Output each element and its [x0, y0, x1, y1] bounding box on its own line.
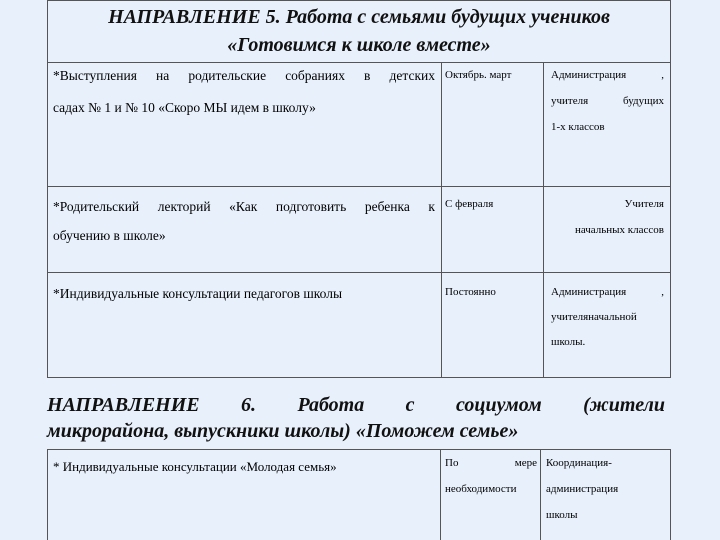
section5-row3-activity-line1: *Индивидуальные консультации педагогов школы — [53, 286, 343, 301]
section5-row2-activity-line2: обучению в школе» — [53, 228, 166, 243]
section5-row1-responsible-line1: Администрация , — [551, 69, 664, 81]
section5-heading-line1: НАПРАВЛЕНИЕ 5. Работа с семьями будущих учеников — [108, 6, 610, 28]
section5-row2-responsible-line1: Учителя — [624, 198, 664, 210]
section5-row1-activity-line2: садах № 1 и № 10 «Скоро МЫ идем в школу» — [53, 100, 316, 115]
section5-row-divider-1 — [47, 186, 671, 187]
section5-row1-responsible-line2: учителя будущих — [551, 95, 664, 107]
section5-column-divider-2 — [543, 62, 544, 378]
section6-row1-date-line1: По мере — [445, 457, 537, 469]
section6-row1-responsible-line2: администрация — [546, 483, 619, 495]
section6-row1-responsible-line1: Координация- — [546, 457, 612, 469]
section5-row-divider-2 — [47, 272, 671, 273]
section6-row1-activity: * Индивидуальные консультации «Молодая семья» — [53, 459, 337, 474]
section5-column-divider-1 — [441, 62, 442, 378]
section5-row3-date: Постоянно — [445, 286, 496, 298]
section6-column-divider-1 — [440, 449, 441, 540]
section6-heading — [47, 392, 665, 444]
section5-heading — [50, 3, 668, 59]
section5-heading-line2: «Готовимся к школе вместе» — [227, 34, 491, 56]
section5-row1-date: Октябрь. март — [445, 69, 512, 81]
section6-row1-responsible-line3: школы — [546, 509, 578, 521]
section6-heading-line2: микрорайона, выпускники школы) «Поможем семье» — [47, 420, 519, 442]
section6-row1-date-line2: необходимости — [445, 483, 517, 495]
section5-row3-responsible-line2: учителяначальной — [551, 311, 637, 323]
section5-row3-responsible-line3: школы. — [551, 336, 586, 348]
section6-heading-line1: НАПРАВЛЕНИЕ 6. Работа с социумом (жители — [47, 394, 665, 416]
section5-row1-activity-line1: *Выступления на родительские собраниях в детских — [53, 68, 435, 83]
section5-row2-date: С февраля — [445, 198, 494, 210]
section5-row1-responsible-line3: 1-х классов — [551, 121, 605, 133]
section5-row3-responsible-line1: Администрация , — [551, 286, 664, 298]
section5-row2-activity-line1: *Родительский лекторий «Как подготовить ребенка к — [53, 199, 435, 214]
section5-row2-responsible-line2: начальных классов — [574, 224, 664, 236]
section6-column-divider-2 — [540, 449, 541, 540]
